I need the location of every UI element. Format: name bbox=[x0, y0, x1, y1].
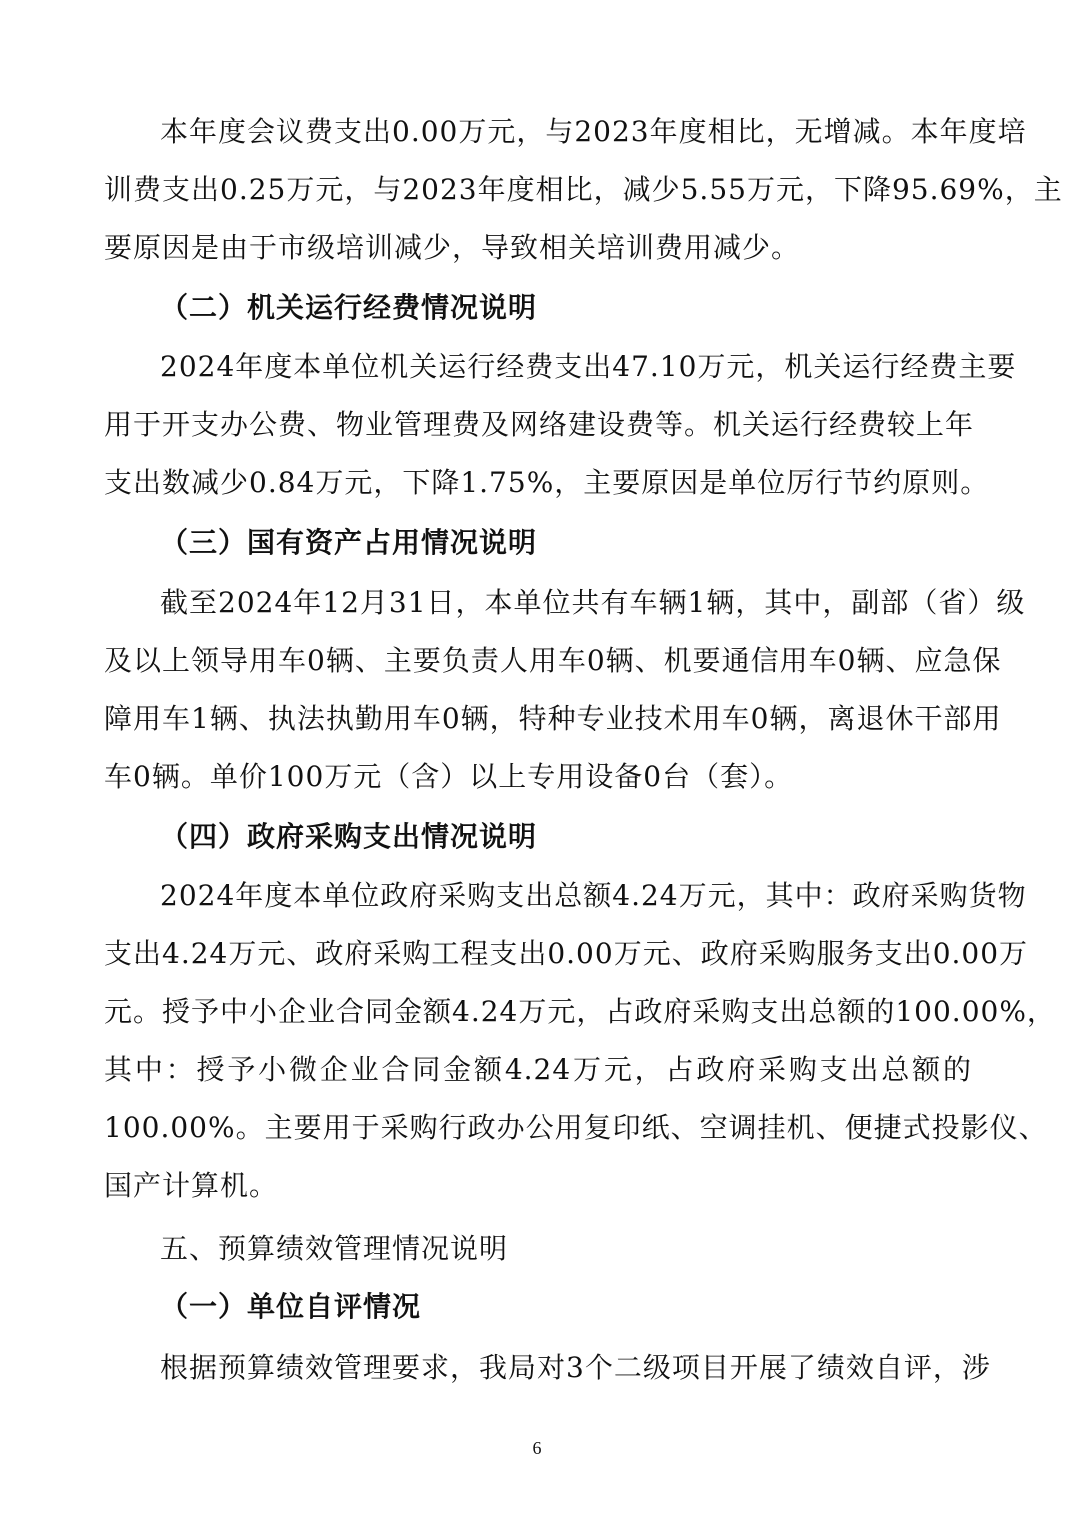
section-heading-self-evaluation: （一）单位自评情况 bbox=[160, 1290, 422, 1323]
section-heading-state-assets: （三）国有资产占用情况说明 bbox=[160, 526, 538, 559]
paragraph-line: 根据预算绩效管理要求，我局对3个二级项目开展了绩效自评，涉 bbox=[160, 1351, 991, 1384]
paragraph-line: 本年度会议费支出0.00万元，与2023年度相比，无增减。本年度培 bbox=[160, 115, 1027, 148]
paragraph-line: 及以上领导用车0辆、主要负责人用车0辆、机要通信用车0辆、应急保 bbox=[104, 644, 1002, 677]
paragraph-line: 截至2024年12月31日，本单位共有车辆1辆，其中，副部（省）级 bbox=[160, 586, 1026, 619]
paragraph-line: 训费支出0.25万元，与2023年度相比，减少5.55万元，下降95.69%，主 bbox=[104, 173, 1063, 206]
paragraph-line: 国产计算机。 bbox=[104, 1169, 279, 1202]
paragraph-line: 车0辆。单价100万元（含）以上专用设备0台（套）。 bbox=[104, 760, 794, 793]
paragraph-line: 2024年度本单位政府采购支出总额4.24万元，其中：政府采购货物 bbox=[160, 879, 1027, 912]
paragraph-line: 支出4.24万元、政府采购工程支出0.00万元、政府采购服务支出0.00万 bbox=[104, 937, 1029, 970]
paragraph-line: 障用车1辆、执法执勤用车0辆，特种专业技术用车0辆，离退休干部用 bbox=[104, 702, 1002, 735]
paragraph-line: 用于开支办公费、物业管理费及网络建设费等。机关运行经费较上年 bbox=[104, 408, 975, 441]
section-heading-procurement: （四）政府采购支出情况说明 bbox=[160, 820, 538, 853]
paragraph-line: 要原因是由于市级培训减少，导致相关培训费用减少。 bbox=[104, 231, 801, 264]
paragraph-line: 其中：授予小微企业合同金额4.24万元，占政府采购支出总额的 bbox=[104, 1053, 972, 1086]
page-number: 6 bbox=[532, 1438, 542, 1458]
section-heading-operating-expenses: （二）机关运行经费情况说明 bbox=[160, 291, 538, 324]
paragraph-line: 元。授予中小企业合同金额4.24万元，占政府采购支出总额的100.00%， bbox=[104, 995, 1056, 1028]
paragraph-line: 2024年度本单位机关运行经费支出47.10万元，机关运行经费主要 bbox=[160, 350, 1017, 383]
paragraph-line: 100.00%。主要用于采购行政办公用复印纸、空调挂机、便捷式投影仪、 bbox=[104, 1111, 1048, 1144]
paragraph-line: 支出数减少0.84万元，下降1.75%，主要原因是单位厉行节约原则。 bbox=[104, 466, 990, 499]
chapter-heading-performance: 五、预算绩效管理情况说明 bbox=[160, 1232, 509, 1265]
